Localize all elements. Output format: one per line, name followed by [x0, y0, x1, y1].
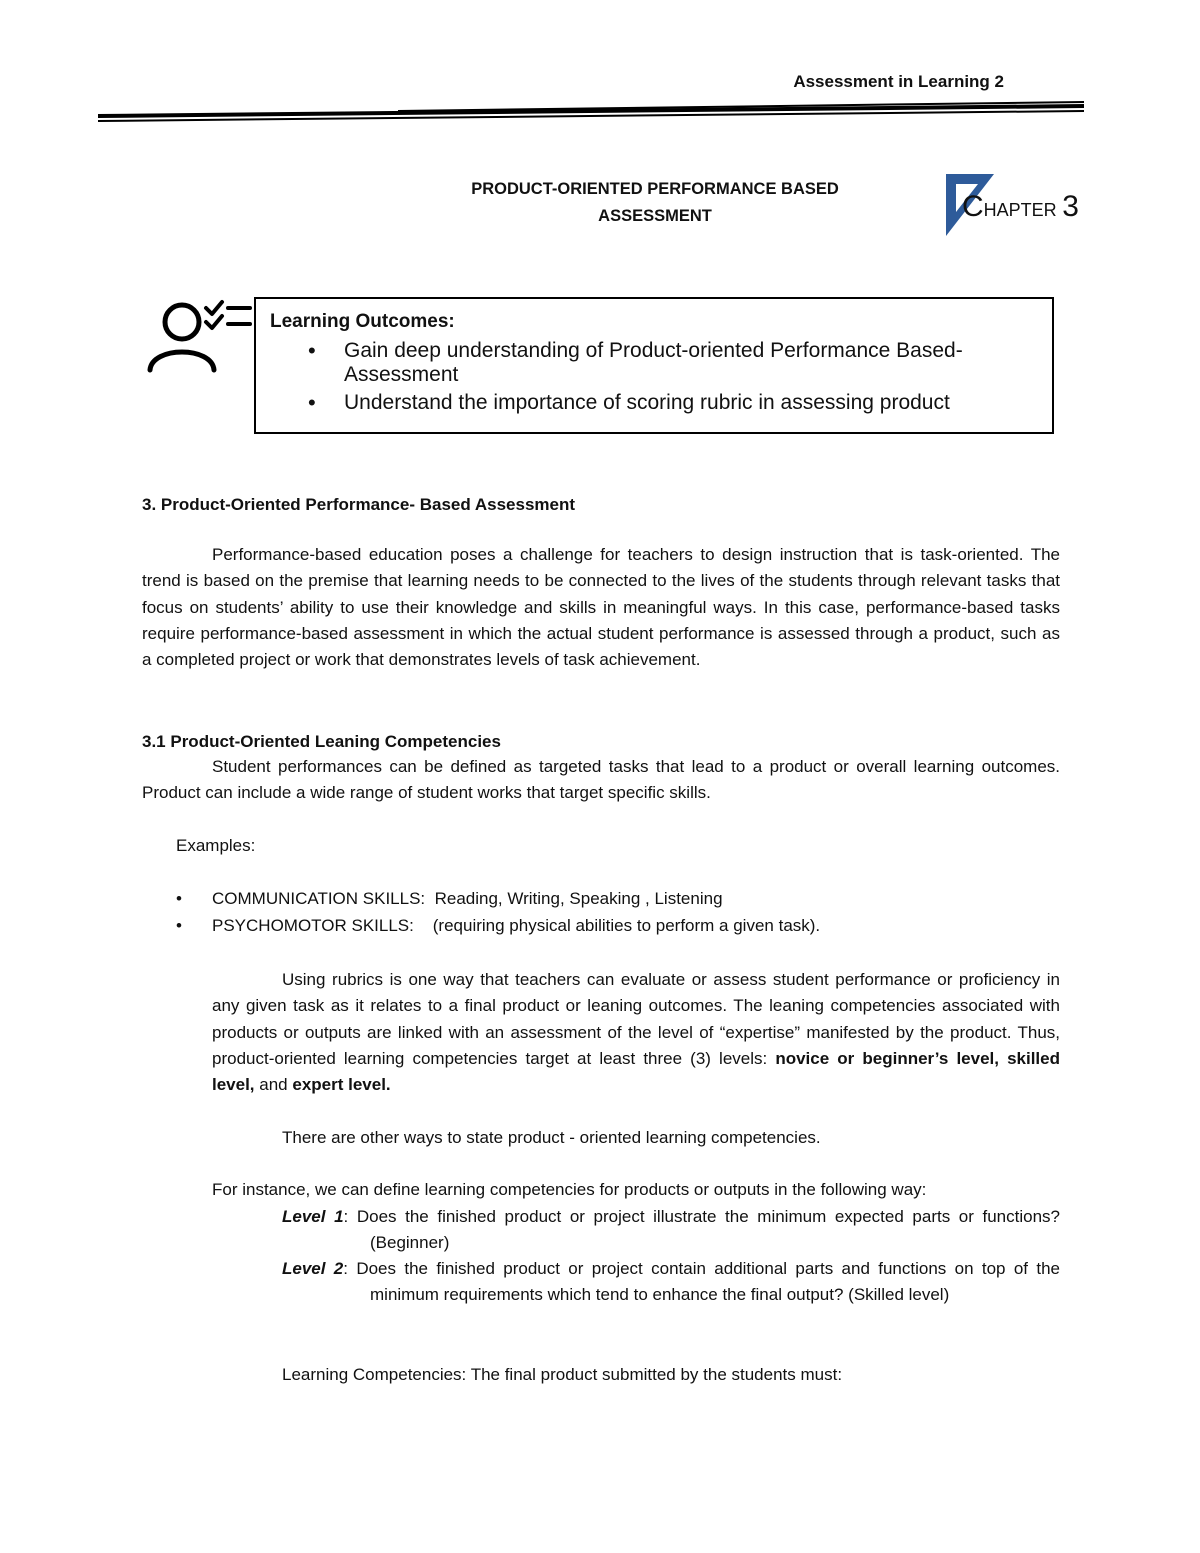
other-ways-line: There are other ways to state product - oriented learning competencies. — [282, 1128, 821, 1147]
chapter-initial: C — [962, 190, 984, 223]
list-item — [176, 913, 976, 940]
level-label: Level 2 — [282, 1259, 344, 1278]
rubric-expert-emphasis: expert level. — [292, 1075, 391, 1095]
level-label: Level 1 — [282, 1207, 344, 1226]
list-item — [176, 886, 976, 913]
learning-outcomes-heading: Learning Outcomes: — [270, 311, 455, 332]
chapter-word: HAPTER — [983, 200, 1057, 220]
for-instance-line: For instance, we can define learning competencies for products or outputs in the following way: — [212, 1180, 927, 1199]
section-3-1-paragraph-text: Student performances can be defined as targeted tasks that lead to a product or overall learning outcomes. Product can include a wide range of student works that target specific skills. — [142, 757, 1060, 803]
rubric-paragraph — [212, 967, 1060, 1098]
rubric-levels-emphasis: novice or beginner’s level, skilled level, — [212, 1048, 1060, 1095]
section-3-heading: 3. Product-Oriented Performance- Based Assessment — [142, 495, 576, 514]
learning-outcomes-box — [254, 297, 1054, 434]
level-description: : Does the finished product or project contain additional parts and functions on top of the minimum requirements which tend to enhance the final output? (Skilled level) — [343, 1259, 1060, 1305]
document-title — [400, 176, 910, 230]
chapter-number: 3 — [1062, 190, 1079, 223]
level-1-item — [282, 1204, 1060, 1257]
section-3-paragraph-text: Performance-based education poses a challenge for teachers to design instruction that is task-oriented. The trend is based on the premise that learning needs to be connected to the lives of the students through relevant tasks that focus on students’ ability to use their knowledge and skills in meaningful ways. In this case, performance-based tasks require performance-based assessment in which the actual student performance is assessed through a product, such as a completed project or work that demonstrates levels of task achievement. — [142, 545, 1060, 670]
level-description: : Does the finished product or project illustrate the minimum expected parts or functions? (Beginner) — [343, 1207, 1060, 1253]
document-title-line1: PRODUCT-ORIENTED PERFORMANCE BASED — [471, 180, 839, 198]
section-3-1-heading: 3.1 Product-Oriented Leaning Competencies — [142, 732, 501, 751]
rubric-paragraph-text: Using rubrics is one way that teachers can evaluate or assess student performance or proficiency in any given task as it relates to a final product or leaning outcomes. The leaning competencies associated with products or outputs are linked with an assessment of the level of “expertise” manifested by the product. Thus, product-oriented learning competencies target at least three (3) levels: — [212, 970, 1060, 1068]
skill-label: PSYCHOMOTOR SKILLS: — [212, 916, 414, 935]
examples-label: Examples: — [176, 836, 256, 855]
running-header-title: Assessment in Learning 2 — [793, 72, 1004, 91]
learning-competencies-line: Learning Competencies: The final product submitted by the students must: — [282, 1365, 843, 1384]
learning-outcome-item: • Understand the importance of scoring rubric in assessing product — [308, 391, 1028, 415]
skill-detail: Reading, Writing, Speaking , Listening — [434, 889, 723, 908]
chapter-label — [962, 190, 1079, 224]
document-title-line2: ASSESSMENT — [598, 207, 712, 225]
rubric-connector: and — [254, 1075, 293, 1095]
learning-outcome-item: • Gain deep understanding of Product-oriented Performance Based-Assessment — [308, 339, 1028, 387]
header-rule — [98, 100, 1088, 124]
section-3-1-paragraph — [142, 754, 1060, 807]
level-2-item — [282, 1256, 1060, 1309]
skills-examples-list — [176, 886, 976, 940]
person-checklist-icon — [144, 296, 254, 376]
skill-label: COMMUNICATION SKILLS: — [212, 889, 426, 908]
skill-detail: (requiring physical abilities to perform a given task). — [432, 916, 821, 935]
section-3-paragraph — [142, 542, 1060, 673]
learning-outcomes-list — [308, 339, 1028, 419]
